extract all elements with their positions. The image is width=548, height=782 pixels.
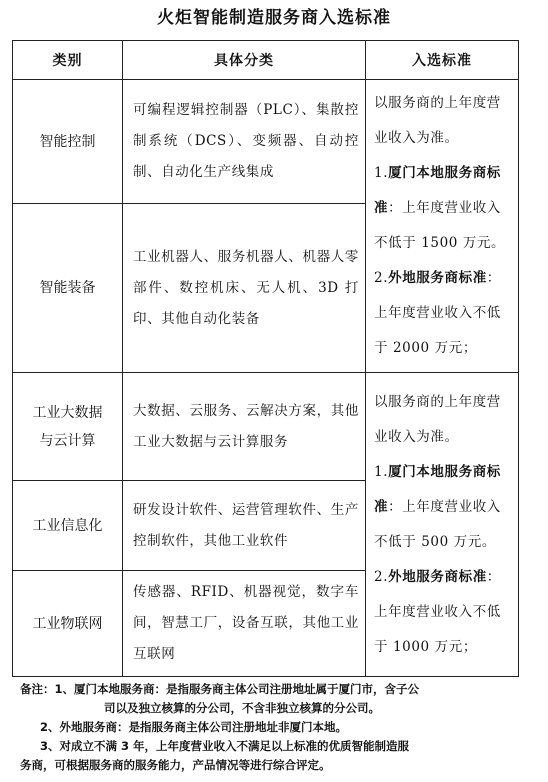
detail-cell: 传感器、RFID、机器视觉，数字车间，智慧工厂，设备互联，其他工业互联网 — [123, 571, 366, 677]
criteria-cell — [366, 80, 519, 373]
criteria-cell — [366, 373, 519, 677]
criteria-local-num: 1. — [374, 463, 389, 480]
criteria-remote-num: 2. — [374, 568, 389, 585]
note-line: 2、外地服务商：是指服务商主体公司注册地址非厦门本地。 — [40, 720, 347, 734]
page-title: 火炬智能制造服务商入选标准 — [157, 8, 391, 28]
footnotes — [20, 680, 520, 775]
criteria-remote-label: 外地服务商标准 — [388, 568, 487, 585]
category-cell — [13, 373, 123, 481]
criteria-local-num: 1. — [374, 165, 389, 181]
criteria-local-label: 厦门本地服务商标准 — [374, 463, 501, 515]
category-cell: 工业信息化 — [13, 481, 123, 571]
header-category: 类别 — [13, 41, 123, 80]
criteria-remote-num: 2. — [374, 270, 389, 286]
note-line: 务商，可根据服务商的服务能力，产品情况等进行综合评定。 — [20, 758, 331, 772]
table-header-row — [13, 41, 519, 80]
table-row — [13, 80, 519, 204]
category-cell: 智能装备 — [13, 204, 123, 373]
category-cell: 工业物联网 — [13, 571, 123, 677]
table-row — [13, 373, 519, 481]
criteria-remote-text: ：上年度营业收入不低于 2000 万元； — [374, 270, 501, 356]
criteria-table — [12, 40, 519, 677]
note-line: 3、对成立不满 3 年，上年度营业收入不满足以上标准的优质智能制造服 — [40, 739, 410, 753]
header-criteria: 入选标准 — [366, 41, 519, 80]
note-line: 备注：1、厦门本地服务商：是指服务商主体公司注册地址属于厦门市，含子公 — [20, 682, 419, 696]
detail-cell: 研发设计软件、运营管理软件、生产控制软件，其他工业软件 — [123, 481, 366, 571]
header-detail: 具体分类 — [123, 41, 366, 80]
criteria-intro: 以服务商的上年度营业收入为准。 — [374, 95, 501, 146]
category-cell: 智能控制 — [13, 80, 123, 204]
note-line: 司以及独立核算的分公司，不含非独立核算的分公司。 — [104, 701, 380, 715]
criteria-remote-text: ：上年度营业收入不低于 1000 万元； — [374, 568, 501, 655]
criteria-local-label: 厦门本地服务商标准 — [374, 165, 501, 216]
category-text: 工业大数据与云计算 — [32, 404, 103, 449]
detail-cell: 可编程逻辑控制器（PLC）、集散控制系统（DCS）、变频器、自动控制、自动化生产线集成 — [123, 80, 366, 204]
criteria-local-text: ：上年度营业收入不低于 500 万元。 — [374, 498, 501, 550]
detail-cell: 大数据、云服务、云解决方案，其他工业大数据与云计算服务 — [123, 373, 366, 481]
criteria-intro: 以服务商的上年度营业收入为准。 — [374, 393, 501, 445]
criteria-local-text: ：上年度营业收入不低于 1500 万元。 — [374, 200, 506, 251]
detail-cell: 工业机器人、服务机器人、机器人零部件、数控机床、无人机、3D 打印、其他自动化装备 — [123, 204, 366, 373]
criteria-remote-label: 外地服务商标准 — [388, 270, 487, 286]
